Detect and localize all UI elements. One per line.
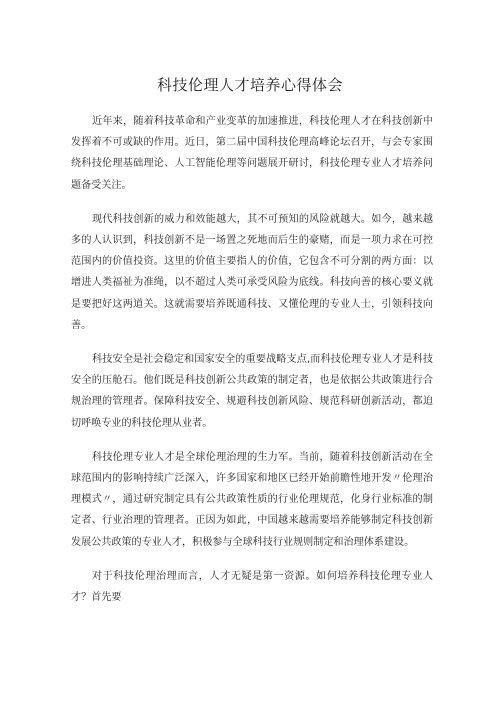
paragraph-1: 近年来，随着科技革命和产业变革的加速推进，科技伦理人才在科技创新中发挥着不可或缺的作用。近日，第二届中国科技伦理高峰论坛召开，与会专家围绕科技伦理基础理论、人工智能伦理等问题展开研讨，科技伦理专业人才培养问题备受关注。 [71, 116, 433, 191]
paragraph-3: 科技安全是社会稳定和国家安全的重要战略支点,而科技伦理专业人才是科技安全的压舱石。他们既是科技创新公共政策的制定者，也是依据公共政策进行合规治理的管理者。保障科技安全、规避科技创新风险、规范科研创新活动，都迫切呼唤专业的科技伦理从业者。 [71, 354, 433, 429]
document-title: 科技伦理人才培养心得体会 [156, 76, 343, 94]
paragraph-4: 科技伦理专业人才是全球伦理治理的生力军。当前，随着科技创新活动在全球范围内的影响持续广泛深入，许多国家和地区已经开始前瞻性地开发〃伦理治理模式〃，通过研究制定具有公共政策性质的行业伦理规范，化身行业标准的制定者、行业治理的管理者。正因为如此，中国越来越需要培养能够制定科技创新发展公共政策的专业人才，积极参与全球科技行业规则制定和治理体系建设。 [71, 451, 433, 548]
paragraph-5: 对于科技伦理治理而言，人才无疑是第一资源。如何培养科技伦理专业人才？首先要 [71, 570, 433, 604]
paragraph-2: 现代科技创新的威力和效能越大，其不可预知的风险就越大。如今，越来越多的人认识到，科技创新不是一场置之死地而后生的豪赌，而是一项力求在可控范围内的价值投资。这里的价值主要指人的价值，它包含不可分割的两方面：以增进人类福祉为准绳，以不超过人类可承受风险为底线。科技向善的核心要义就是要把好这两道关。这就需要培养既通科技、又懂伦理的专业人士，引领科技向善。 [71, 213, 433, 331]
document-body [71, 111, 433, 621]
